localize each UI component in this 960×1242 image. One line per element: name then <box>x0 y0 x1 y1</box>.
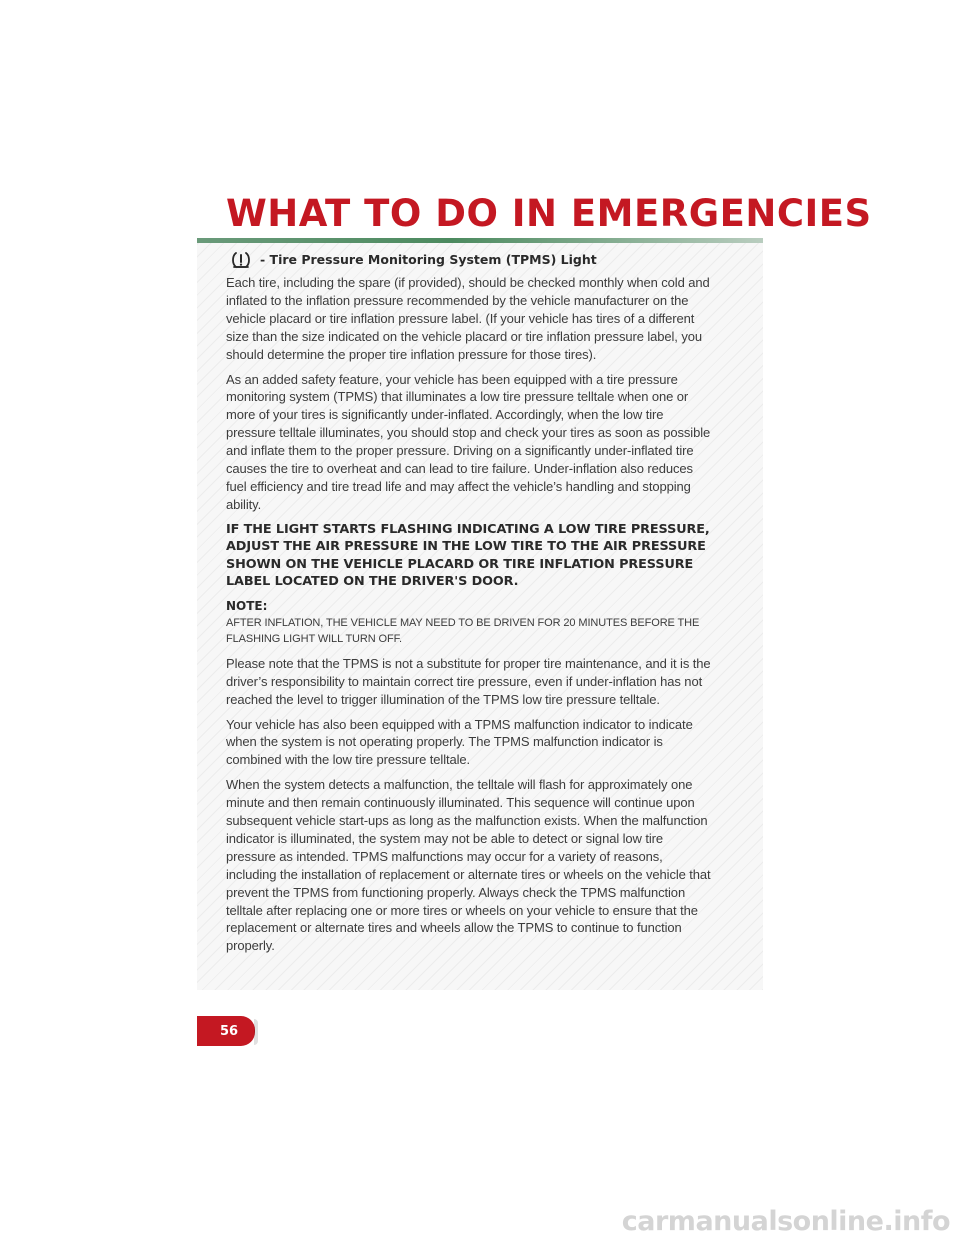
tire-pressure-warning-icon <box>230 251 252 269</box>
page-content <box>226 250 714 962</box>
paragraph-monthly-check: Each tire, including the spare (if provided), should be checked monthly when cold and inflated to the inflation pressure recommended by the vehicle manufacturer on the vehicle placard or tire inflation pressure label. (If your vehicle has tires of a different size than the size indicated on the vehicle placard or tire inflation pressure label, you should determine the proper tire inflation pressure for those tires). <box>226 275 710 362</box>
tpms-heading <box>230 250 714 270</box>
watermark: carmanualsonline.info <box>621 1206 950 1237</box>
paragraph-tpms-feature: As an added safety feature, your vehicle has been equipped with a tire pressure monitoring system (TPMS) that illuminates a low tire pressure telltale when one or more of your tires is significantly under-inflated. Accordingly, when the low tire pressure telltale illuminates, you should stop and check your tires as soon as possible and inflate them to the proper pressure. Driving on a significantly under-inflated tire causes the tire to overheat and can lead to tire failure. Under-inflation also reduces fuel efficiency and tire tread life and may affect the vehicle’s handling and stopping ability. <box>226 371 711 512</box>
note-text: AFTER INFLATION, THE VEHICLE MAY NEED TO BE DRIVEN FOR 20 MINUTES BEFORE THE FLASHING LIGHT WILL TURN OFF. <box>226 616 700 646</box>
paragraph-malfunction-indicator: Your vehicle has also been equipped with a TPMS malfunction indicator to indicate when the system is not operating properly. The TPMS malfunction indicator is combined with the low tire pressure telltale. <box>226 716 693 768</box>
section-title: WHAT TO DO IN EMERGENCIES <box>226 192 872 235</box>
green-divider-rule <box>197 238 763 243</box>
paragraph-not-substitute: Please note that the TPMS is not a substitute for proper tire maintenance, and it is the driver’s responsibility to maintain correct tire pressure, even if under-inflation has not reached the level to trigger illumination of the TPMS low tire pressure telltale. <box>226 655 711 707</box>
warning-flashing-light: IF THE LIGHT STARTS FLASHING INDICATING A LOW TIRE PRESSURE, ADJUST THE AIR PRESSURE IN THE LOW TIRE TO THE AIR PRESSURE SHOWN ON THE VEHICLE PLACARD OR TIRE INFLATION PRESSURE LABEL LOCATED ON THE DRIVER'S DOOR. <box>226 521 710 590</box>
page-number-tab <box>197 1016 255 1046</box>
paragraph-malfunction-behavior: When the system detects a malfunction, the telltale will flash for approximately one minute and then remain continuously illuminated. This sequence will continue upon subsequent vehicle start-ups as long as the malfunction exists. When the malfunction indicator is illuminated, the system may not be able to detect or signal low tire pressure as intended. TPMS malfunctions may occur for a variety of reasons, including the installation of replacement or alternate tires or wheels on the vehicle that prevent the TPMS from functioning properly. Always check the TPMS malfunction telltale after replacing one or more tires or wheels on your vehicle to ensure that the replacement or alternate tires and wheels allow the TPMS to continue to function properly. <box>226 777 711 954</box>
tpms-heading-text: - Tire Pressure Monitoring System (TPMS) Light <box>260 252 597 267</box>
note-label: NOTE: <box>226 598 268 613</box>
page-number: 56 <box>219 1023 239 1039</box>
